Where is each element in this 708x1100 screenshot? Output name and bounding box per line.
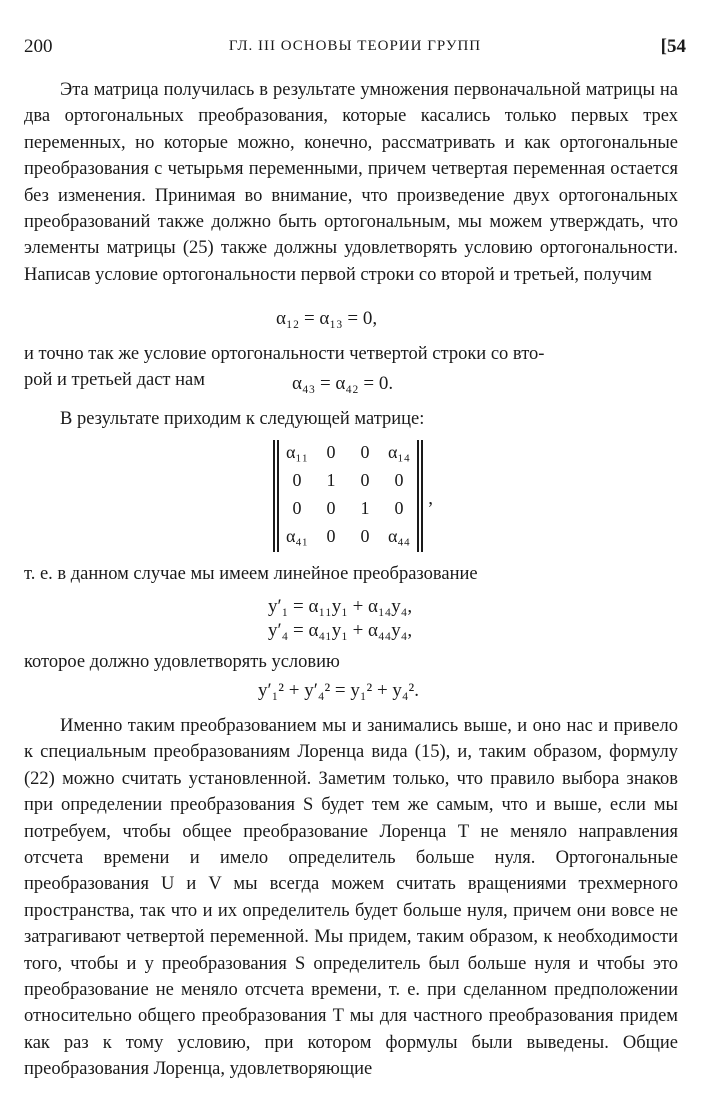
paragraph-4: т. е. в данном случае мы имеем линейное преобразование	[24, 564, 478, 584]
chapter-title: ГЛ. III ОСНОВЫ ТЕОРИИ ГРУПП	[228, 38, 482, 54]
matrix-cell: α₁₄	[388, 442, 410, 462]
paragraph-2-line-2: рой и третьей даст нам	[24, 370, 205, 390]
matrix-cell: 1	[360, 498, 370, 518]
matrix-cell: 0	[292, 498, 302, 518]
paragraph-2-line-1: и точно так же условие ортогональности четвертой строки со вто-	[24, 344, 545, 364]
matrix-cell: 0	[326, 526, 336, 546]
paragraph-3: В результате приходим к следующей матрице:	[60, 409, 425, 429]
matrix-comma: ,	[428, 488, 433, 509]
equation-3: y′₁ = α₁₁y₁ + α₁₄y₄,	[268, 596, 413, 617]
equation-2: α₄₃ = α₄₂ = 0.	[292, 373, 394, 394]
matrix-cell: α₄₄	[388, 526, 410, 546]
matrix-cell: 0	[326, 498, 336, 518]
matrix-cell: 1	[326, 470, 336, 490]
paragraph-1: Эта матрица получилась в результате умножения первоначальной матрицы на два ортогональных преобразования, которые касались только первых трех переменных, но которые можно, конечно, рассматривать и как ортогональные преобразования с четырьмя переменными, причем четвертая переменная остается без изменения. Принимая во внимание, что произведение двух ортогональных преобразований также должно быть ортогональным, мы можем утверждать, что элементы матрицы (25) также должны удовлетворять условию ортогональности. Написав условие ортогональности первой строки со второй и третьей, получим	[24, 80, 678, 285]
matrix-right-bar-inner	[417, 440, 419, 552]
page-number: 200	[24, 36, 53, 57]
matrix-cell: 0	[360, 526, 370, 546]
equation-1: α₁₂ = α₁₃ = 0,	[276, 308, 378, 329]
matrix-right-bar	[421, 440, 423, 552]
matrix-cell: 0	[360, 442, 370, 462]
equation-5: y′₁² + y′₄² = y₁² + y₄².	[258, 680, 419, 701]
matrix-cell: α₄₁	[286, 526, 308, 546]
section-number: [54	[660, 36, 686, 57]
equation-4: y′₄ = α₄₁y₁ + α₄₄y₄,	[268, 620, 413, 641]
paragraph-6: Именно таким преобразованием мы и занимались выше, и оно нас и привело к специальным преобразованиям Лоренца вида (15), и, таким образом, формулу (22) можно считать установленной. Заметим только, что правило выбора знаков при определении преобразования S будет тем же самым, что и выше, если мы потребуем, чтобы общее преобразование Лоренца T не меняло направления отсчета времени и имело определитель больше нуля. Ортогональные преобразования U и V мы всегда можем считать вращениями трехмерного пространства, так что и их определитель будет больше нуля, причем они вовсе не затрагивают четвертой переменной. Мы придем, таким образом, к необходимости того, чтобы и у преобразования S определитель был больше нуля и чтобы это преобразование не меняло отсчета времени, т. е. при сделанном предположении относительно общего преобразования T мы для частного преобразования придем как раз к тому условию, при котором формулы были выведены. Общие преобразования Лоренца, удовлетворяющие	[24, 716, 678, 1080]
matrix-cell: 0	[394, 498, 404, 518]
matrix-cell: 0	[326, 442, 336, 462]
matrix-cell: 0	[360, 470, 370, 490]
matrix-cell: 0	[394, 470, 404, 490]
matrix	[273, 440, 433, 552]
paragraph-5: которое должно удовлетворять условию	[24, 652, 340, 672]
page-header	[24, 36, 686, 60]
matrix-cell: α₁₁	[286, 442, 308, 462]
matrix-cell: 0	[292, 470, 302, 490]
matrix-left-bar	[273, 440, 275, 552]
